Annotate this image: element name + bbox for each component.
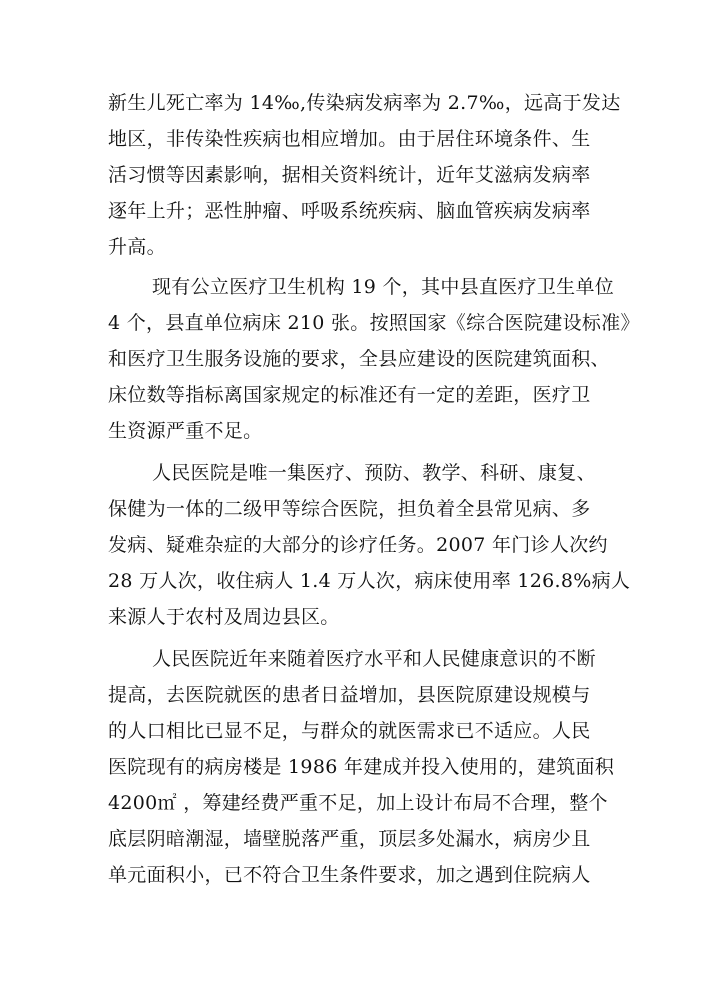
paragraph-start-line: 人民医院近年来随着医疗水平和人民健康意识的不断: [152, 648, 596, 670]
text-line: 单元面积小，已不符合卫生条件要求，加之遇到住院病人: [108, 864, 591, 886]
paragraph-start-line: 现有公立医疗卫生机构 19 个，其中县直医疗卫生单位: [152, 276, 615, 298]
text-line: 底层阴暗潮湿，墙壁脱落严重，顶层多处漏水，病房少且: [108, 828, 591, 850]
text-line: 新生儿死亡率为 14‰,传染病发病率为 2.7‰，远高于发达: [108, 92, 621, 114]
text-line: 活习惯等因素影响，据相关资料统计，近年艾滋病发病率: [108, 164, 591, 186]
text-line: 地区，非传染性疾病也相应增加。由于居住环境条件、生: [108, 128, 591, 150]
text-line: 生资源严重不足。: [108, 420, 263, 442]
text-line: 医院现有的病房楼是 1986 年建成并投入使用的，建筑面积: [108, 756, 615, 778]
text-line: 逐年上升；恶性肿瘤、呼吸系统疾病、脑血管疾病发病率: [108, 200, 591, 222]
text-line: 保健为一体的二级甲等综合医院，担负着全县常见病、多: [108, 498, 591, 520]
text-line: 的人口相比已显不足，与群众的就医需求已不适应。人民: [108, 720, 591, 742]
text-line: 来源人于农村及周边县区。: [108, 606, 340, 628]
text-line: 4 个，县直单位病床 210 张。按照国家《综合医院建设标准》: [108, 312, 640, 334]
text-line: 提高，去医院就医的患者日益增加，县医院原建设规模与: [108, 684, 591, 706]
text-line: 发病、疑难杂症的大部分的诊疗任务。2007 年门诊人次约: [108, 534, 608, 556]
paragraph-start-line: 人民医院是唯一集医疗、预防、教学、科研、康复、: [152, 462, 596, 484]
text-line: 和医疗卫生服务设施的要求，全县应建设的医院建筑面积、: [108, 348, 610, 370]
text-line: 床位数等指标离国家规定的标准还有一定的差距，医疗卫: [108, 384, 591, 406]
text-line: 4200㎡ ，筹建经费严重不足，加上设计布局不合理，整个: [108, 792, 608, 814]
text-line: 28 万人次，收住病人 1.4 万人次，病床使用率 126.8%病人: [108, 570, 631, 592]
text-line: 升高。: [108, 236, 166, 258]
